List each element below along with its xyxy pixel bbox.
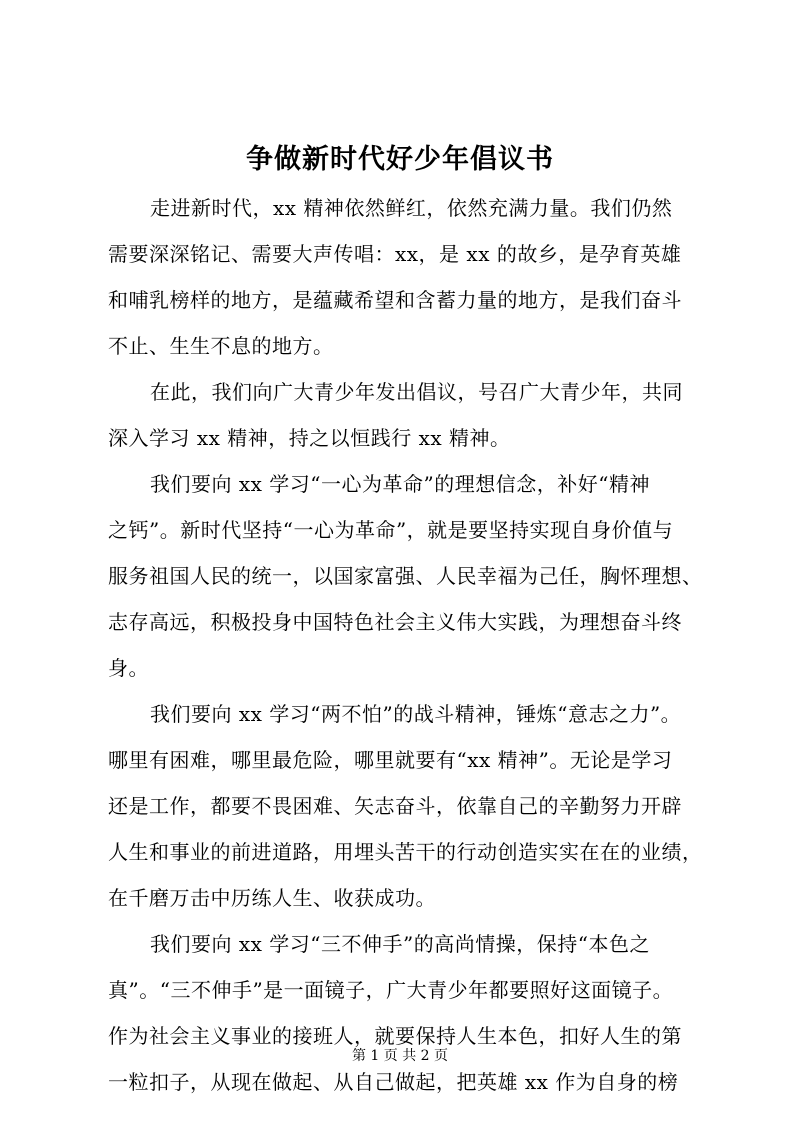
text-line: 深入学习 xx 精神，持之以恒践行 xx 精神。 [108, 426, 511, 450]
text-line: 走进新时代，xx 精神依然鲜红，依然充满力量。我们仍然 [150, 196, 673, 220]
text-line: 服务祖国人民的统一，以国家富强、人民幸福为己任，胸怀理想、 [108, 564, 703, 588]
text-line: 在千磨万击中历练人生、收获成功。 [108, 886, 436, 910]
document-title: 争做新时代好少年倡议书 [246, 144, 554, 175]
text-line: 还是工作，都要不畏困难、矢志奋斗，依靠自己的辛勤努力开辟 [108, 794, 682, 818]
text-line: 哪里有困难，哪里最危险，哪里就要有“xx 精神”。无论是学习 [108, 748, 673, 772]
document-body [108, 185, 718, 1105]
text-line: 一粒扣子，从现在做起、从自己做起，把英雄 xx 作为自身的榜 [108, 1070, 679, 1094]
text-line: 我们要向 xx 学习“三不伸手”的高尚情操，保持“本色之 [150, 932, 650, 956]
text-line: 之钙”。新时代坚持“一心为革命”，就是要坚持实现自身价值与 [108, 518, 674, 542]
text-line: 需要深深铭记、需要大声传唱：xx，是 xx 的故乡，是孕育英雄 [108, 242, 682, 266]
text-line: 在此，我们向广大青少年发出倡议，号召广大青少年，共同 [150, 380, 683, 404]
text-line: 和哺乳榜样的地方，是蕴藏希望和含蓄力量的地方，是我们奋斗 [108, 288, 682, 312]
text-line: 我们要向 xx 学习“一心为革命”的理想信念，补好“精神 [150, 472, 650, 496]
text-line: 不止、生生不息的地方。 [108, 334, 334, 358]
text-line: 人生和事业的前进道路，用埋头苦干的行动创造实实在在的业绩， [108, 840, 703, 864]
text-line: 身。 [108, 656, 149, 680]
text-line: 志存高远，积极投身中国特色社会主义伟大实践，为理想奋斗终 [108, 610, 682, 634]
page-footer: 第 1 页 共 2 页 [351, 1048, 449, 1064]
text-line: 作为社会主义事业的接班人，就要保持人生本色，扣好人生的第 [108, 1024, 682, 1048]
text-line: 真”。“三不伸手”是一面镜子，广大青少年都要照好这面镜子。 [108, 978, 674, 1002]
text-line: 我们要向 xx 学习“两不怕”的战斗精神，锤炼“意志之力”。 [150, 702, 682, 726]
